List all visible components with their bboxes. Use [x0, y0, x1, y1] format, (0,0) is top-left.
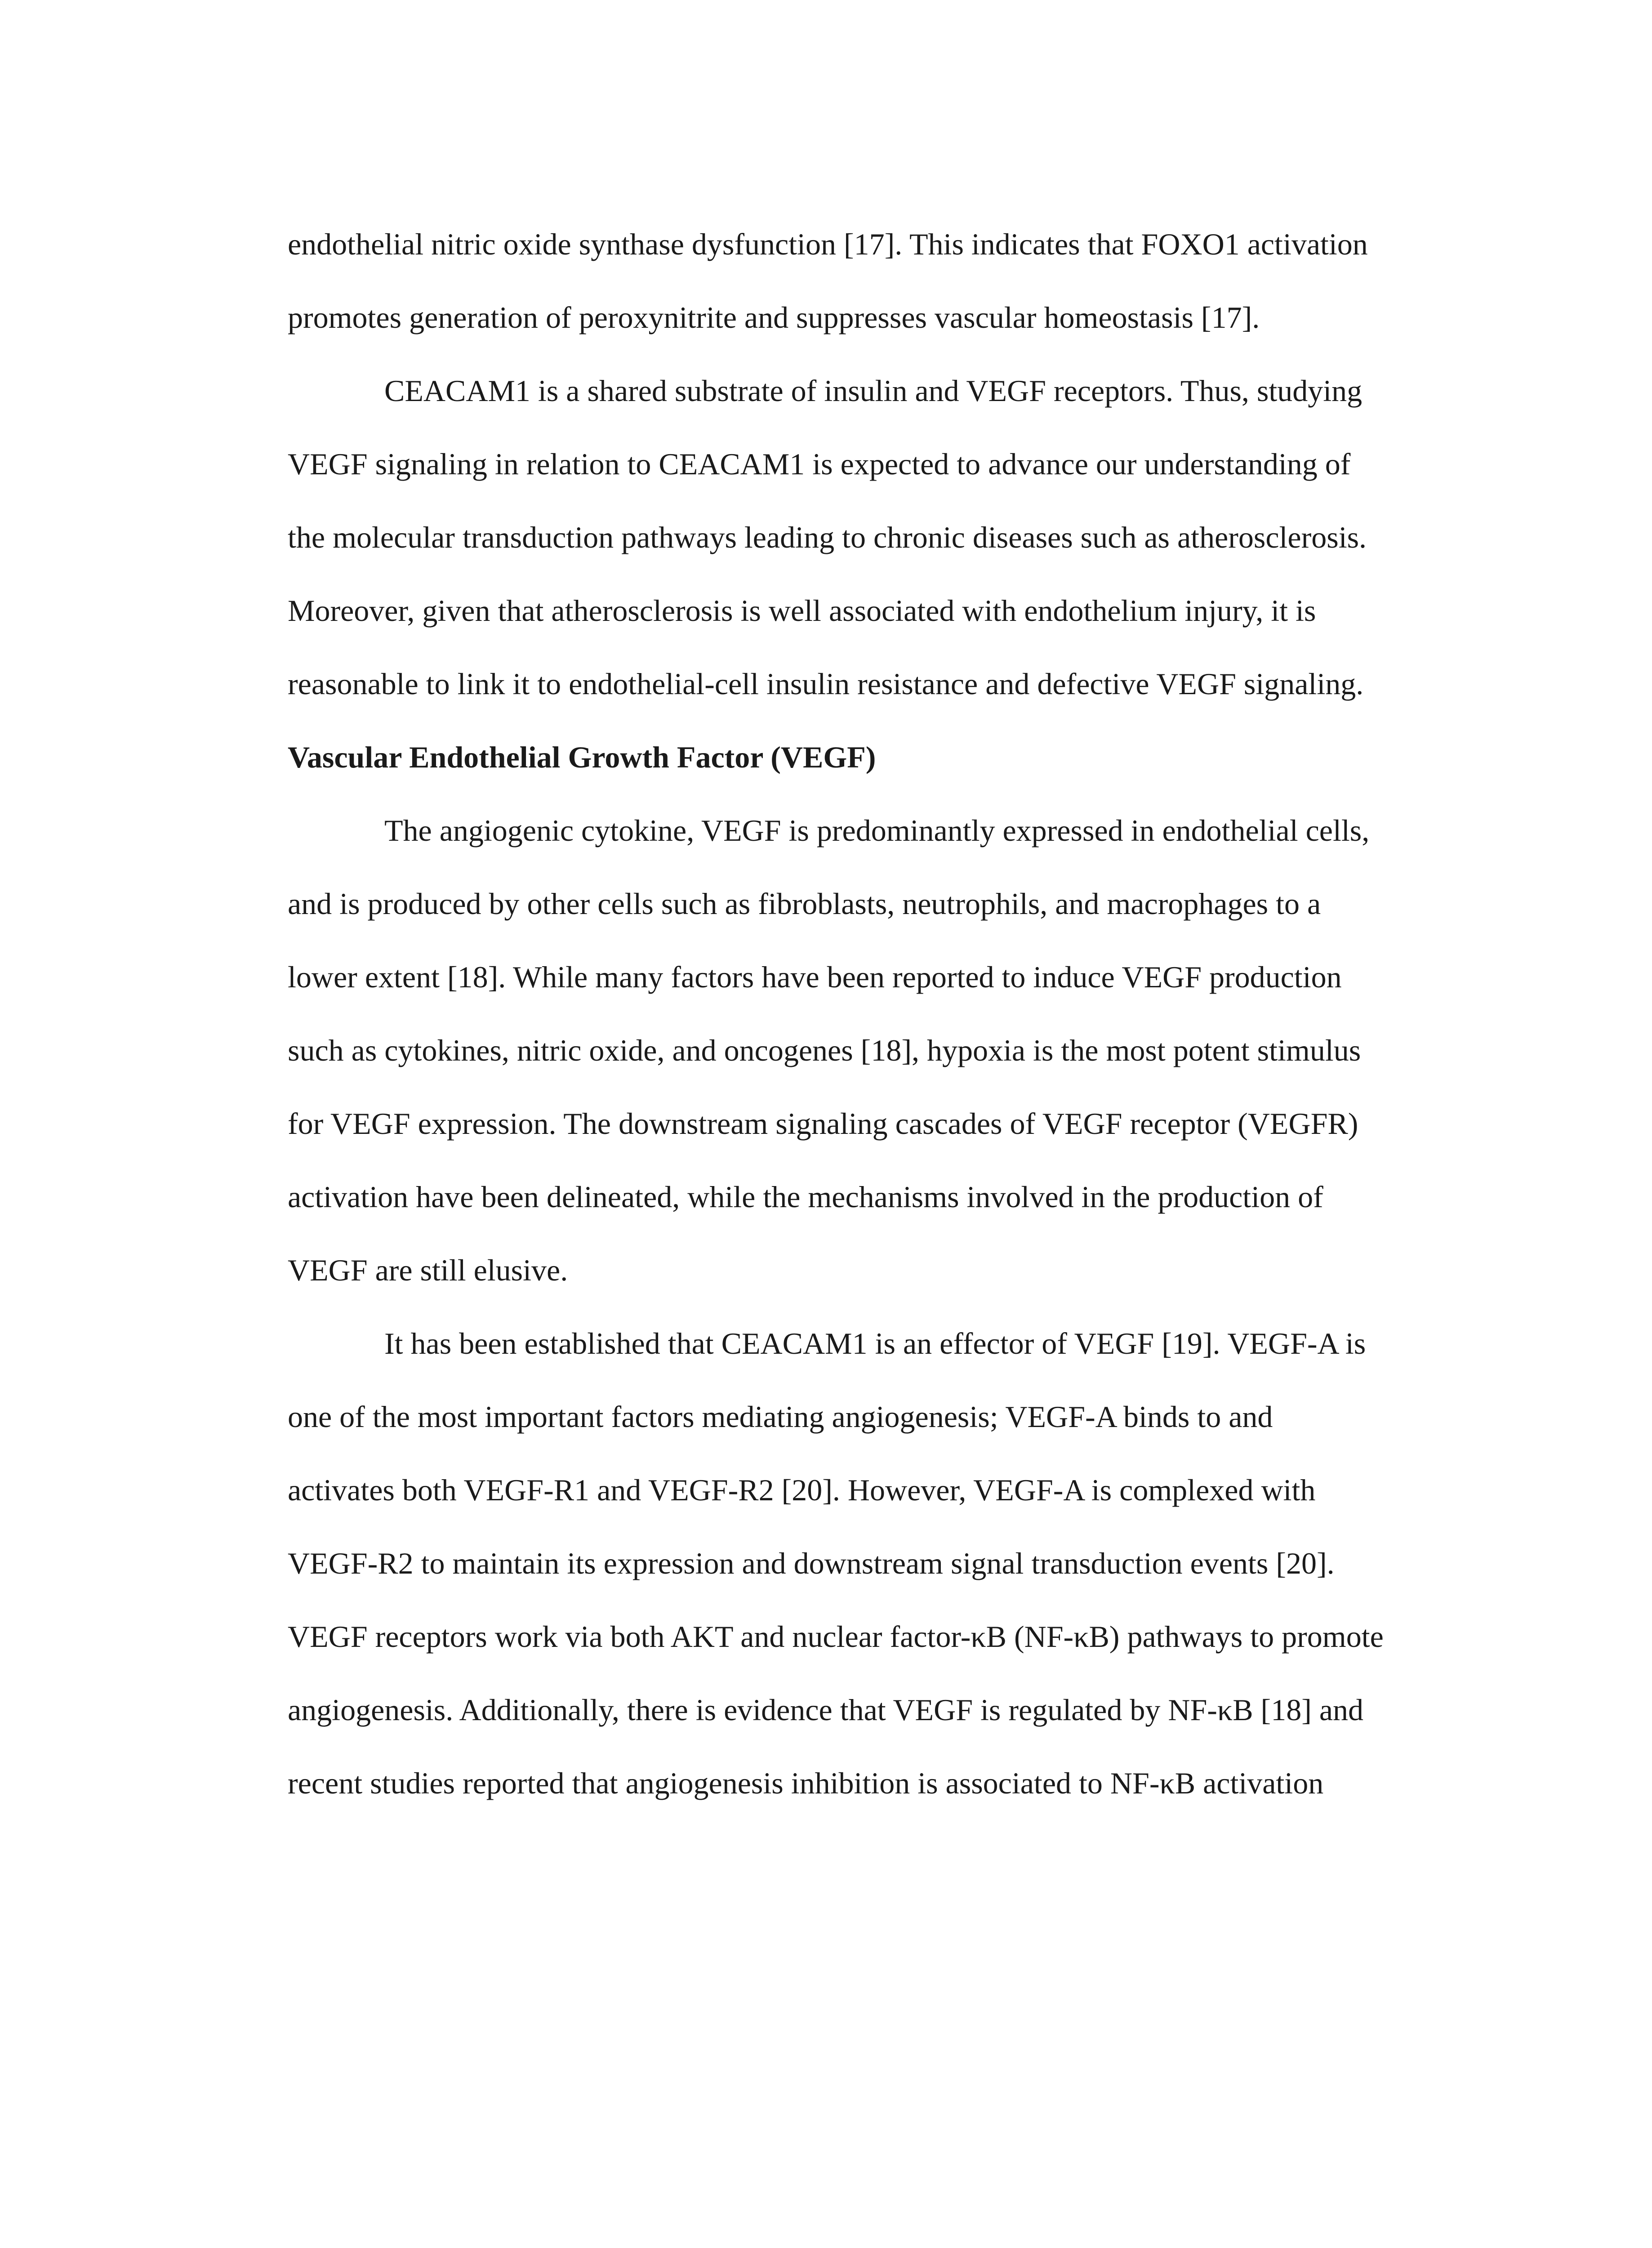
- text-line: reasonable to link it to endothelial-cell insulin resistance and defective VEGF signaling.: [288, 667, 1364, 701]
- paragraph-vegf-expression: [288, 794, 1438, 1307]
- text-line: angiogenesis. Additionally, there is evidence that VEGF is regulated by NF-κB [18] and: [288, 1693, 1364, 1727]
- paragraph-ceacam1-effector: [288, 1307, 1438, 1820]
- text-line: VEGF receptors work via both AKT and nuclear factor-κB (NF-κB) pathways to promote: [288, 1619, 1384, 1654]
- text-line: endothelial nitric oxide synthase dysfunction [17]. This indicates that FOXO1 activation: [288, 227, 1368, 261]
- text-line: and is produced by other cells such as fibroblasts, neutrophils, and macrophages to a: [288, 887, 1321, 921]
- text-line: Moreover, given that atherosclerosis is well associated with endothelium injury, it is: [288, 593, 1316, 628]
- text-line: lower extent [18]. While many factors have been reported to induce VEGF production: [288, 960, 1342, 994]
- text-line: VEGF signaling in relation to CEACAM1 is expected to advance our understanding of: [288, 447, 1351, 481]
- document-body: [288, 208, 1438, 1820]
- text-line: promotes generation of peroxynitrite and suppresses vascular homeostasis [17].: [288, 300, 1260, 335]
- text-line: such as cytokines, nitric oxide, and oncogenes [18], hypoxia is the most potent stimulus: [288, 1033, 1361, 1067]
- text-line: CEACAM1 is a shared substrate of insulin and VEGF receptors. Thus, studying: [384, 374, 1363, 408]
- text-line: The angiogenic cytokine, VEGF is predominantly expressed in endothelial cells,: [384, 813, 1370, 847]
- text-line: recent studies reported that angiogenesis inhibition is associated to NF-κB activation: [288, 1766, 1324, 1800]
- text-line: VEGF-R2 to maintain its expression and downstream signal transduction events [20].: [288, 1546, 1335, 1580]
- section-heading: Vascular Endothelial Growth Factor (VEGF): [288, 740, 876, 774]
- paragraph-foxo1: [288, 208, 1438, 354]
- section-heading-vegf: [288, 721, 1438, 794]
- text-line: for VEGF expression. The downstream signaling cascades of VEGF receptor (VEGFR): [288, 1106, 1358, 1141]
- text-line: VEGF are still elusive.: [288, 1253, 568, 1287]
- text-line: It has been established that CEACAM1 is an effector of VEGF [19]. VEGF-A is: [384, 1326, 1366, 1360]
- text-line: activation have been delineated, while the mechanisms involved in the production of: [288, 1180, 1323, 1214]
- text-line: activates both VEGF-R1 and VEGF-R2 [20]. However, VEGF-A is complexed with: [288, 1473, 1316, 1507]
- text-line: the molecular transduction pathways leading to chronic diseases such as atherosclerosis.: [288, 520, 1367, 554]
- paragraph-ceacam1-substrate: [288, 354, 1438, 721]
- text-line: one of the most important factors mediating angiogenesis; VEGF-A binds to and: [288, 1400, 1273, 1434]
